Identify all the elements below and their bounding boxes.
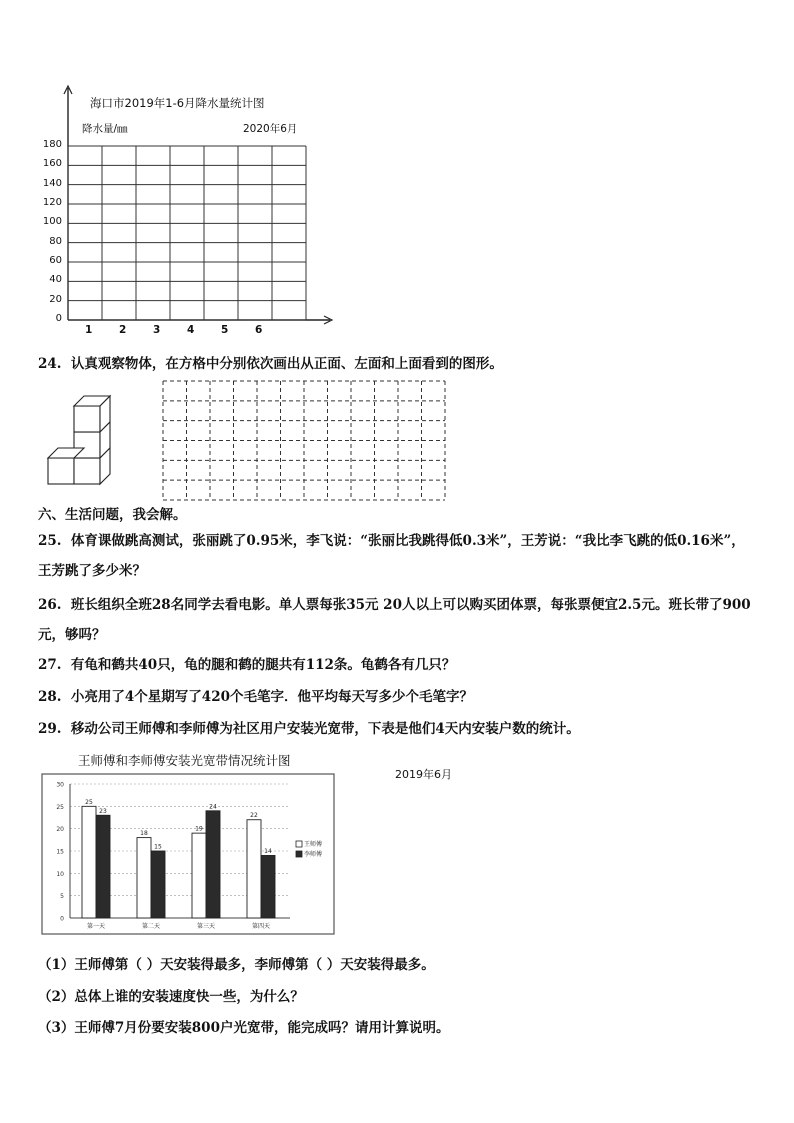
question-text: 认真观察物体，在方格中分别依次画出从正面、左面和上面看到的图形。 (70, 356, 503, 372)
rainfall-chart-date: 2020年6月 (243, 123, 298, 135)
question-25 (38, 532, 745, 550)
question-25-line2: 王芳跳了多少米？ (38, 563, 146, 579)
question-number: 27. (38, 657, 62, 673)
question-28 (38, 688, 473, 706)
x-tick-label: 5 (221, 324, 229, 336)
x-tick-label: 4 (187, 324, 195, 336)
y-tick-label: 180 (42, 139, 62, 150)
question-text: 小亮用了4个星期写了420个毛笔字．他平均每天写多少个毛笔字？ (70, 689, 473, 705)
question-number: 26. (38, 597, 62, 613)
rainfall-chart-title: 海口市2019年1-6月降水量统计图 (90, 96, 265, 110)
bar-y-tick: 15 (56, 848, 64, 856)
x-tick-label: 3 (153, 324, 161, 336)
bar-wang (137, 838, 151, 918)
question-29-sub3: （3）王师傅7月份要安装800户光宽带，能完成吗？请用计算说明。 (38, 1020, 450, 1036)
bar-category-label: 第四天 (251, 923, 271, 930)
bar-data-label: 24 (209, 803, 217, 811)
bar-chart-date: 2019年6月 (395, 768, 452, 781)
question-number: 25. (38, 533, 62, 549)
bar-category-label: 第三天 (196, 923, 216, 930)
bar-y-tick: 25 (56, 803, 64, 811)
y-tick-label: 100 (42, 216, 62, 228)
bar-li (96, 815, 110, 918)
legend-swatch (296, 851, 302, 857)
question-number: 28. (38, 689, 62, 705)
y-tick-label: 60 (49, 255, 62, 266)
bar-chart-title: 王师傅和李师傅安装光宽带情况统计图 (78, 753, 291, 768)
bar-li (261, 855, 275, 918)
bar-data-label: 15 (154, 843, 162, 851)
cube-stack-figure (44, 394, 116, 490)
bar-data-label: 14 (264, 847, 272, 855)
bar-data-label: 22 (250, 812, 258, 820)
x-tick-label: 6 (255, 324, 263, 336)
bar-data-label: 25 (85, 798, 93, 806)
question-29-sub1: （1）王师傅第（ ）天安装得最多，李师傅第（ ）天安装得最多。 (38, 957, 435, 973)
rainfall-grid-chart (30, 82, 350, 344)
y-tick-label: 140 (42, 177, 62, 189)
x-tick-label: 1 (85, 324, 93, 336)
section-six-heading: 六、生活问题，我会解。 (38, 507, 187, 523)
bar-y-tick: 10 (56, 870, 64, 878)
question-26-line2: 元，够吗？ (38, 627, 106, 643)
y-tick-label: 20 (49, 293, 62, 305)
question-text-line1: 体育课做跳高测试，张丽跳了0.95米，李飞说：“张丽比我跳得低0.3米”，王芳说：“我比李飞跳的低0.16米”， (70, 533, 745, 549)
legend-swatch (296, 841, 302, 847)
question-text: 移动公司王师傅和李师傅为社区用户安装光宽带，下表是他们4天内安装户数的统计。 (70, 721, 580, 737)
bar-category-label: 第一天 (86, 923, 106, 930)
question-27 (38, 656, 455, 674)
y-tick-label: 160 (42, 158, 62, 170)
install-bar-chart (40, 772, 338, 938)
bar-data-label: 19 (195, 825, 203, 833)
bar-wang (247, 820, 261, 918)
dashed-drawing-grid[interactable] (160, 378, 450, 504)
bar-y-tick: 30 (56, 781, 64, 789)
y-tick-label: 40 (49, 274, 62, 286)
bar-y-tick: 0 (60, 915, 64, 923)
question-number: 29. (38, 721, 62, 737)
question-29-sub2: （2）总体上谁的安装速度快一些，为什么？ (38, 989, 304, 1005)
bar-data-label: 23 (99, 807, 107, 815)
legend-label: 王师傅 (304, 841, 323, 848)
bar-li (206, 811, 220, 918)
bar-category-label: 第二天 (141, 923, 161, 930)
y-tick-label: 120 (42, 197, 62, 208)
bar-li (151, 851, 165, 918)
bar-data-label: 18 (140, 830, 148, 838)
x-tick-label: 2 (119, 324, 127, 336)
bar-wang (82, 806, 96, 918)
question-29 (38, 720, 580, 738)
question-text-line1: 班长组织全班28名同学去看电影。单人票每张35元 20人以上可以购买团体票，每张票便宜2.5元。班长带了900 (70, 597, 751, 613)
question-number: 24. (38, 356, 62, 372)
question-text: 有龟和鹤共40只，龟的腿和鹤的腿共有112条。龟鹤各有几只？ (70, 657, 456, 673)
question-24 (38, 355, 503, 373)
question-26 (38, 596, 751, 614)
y-tick-label: 0 (55, 313, 62, 324)
bar-y-tick: 20 (56, 826, 64, 834)
rainfall-y-label: 降水量/㎜ (82, 123, 128, 135)
y-tick-label: 80 (49, 235, 62, 247)
bar-y-tick: 5 (60, 893, 64, 901)
bar-wang (192, 833, 206, 918)
legend-label: 李师傅 (304, 851, 323, 858)
